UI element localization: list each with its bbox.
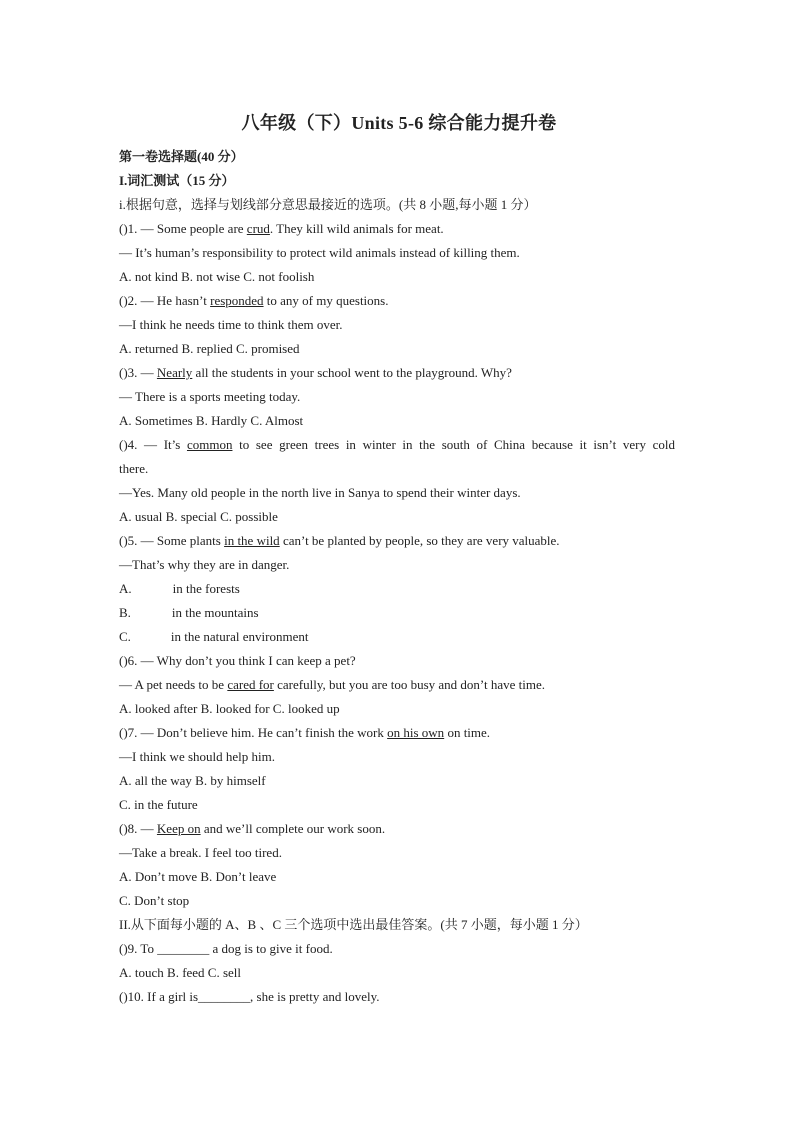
- question-2-options: A. returned B. replied C. promised: [119, 341, 300, 356]
- question-2-reply: —I think he needs time to think them over.: [119, 317, 343, 332]
- underlined-word: responded: [210, 293, 264, 308]
- question-3: ()3. — Nearly all the students in your school went to the playground. Why?: [119, 365, 512, 380]
- question-1: ()1. — Some people are crud. They kill wild animals for meat.: [119, 221, 444, 236]
- underlined-word: Keep on: [156, 821, 201, 836]
- question-6-reply: — A pet needs to be cared for carefully, but you are too busy and don’t have time.: [119, 677, 546, 692]
- question-5-option-b: B. in the mountains: [119, 605, 259, 620]
- underlined-word: Nearly: [156, 365, 193, 380]
- question-7-reply: —I think we should help him.: [119, 749, 275, 764]
- question-7-options-ab: A. all the way B. by himself: [119, 773, 266, 788]
- question-8-option-c: C. Don’t stop: [119, 893, 190, 908]
- question-1-options: A. not kind B. not wise C. not foolish: [119, 269, 315, 284]
- question-6-options: A. looked after B. looked for C. looked up: [119, 701, 340, 716]
- question-4-reply: —Yes. Many old people in the north live in Sanya to spend their winter days.: [119, 485, 521, 500]
- section-heading: 第一卷选择题(40 分）: [119, 149, 244, 164]
- question-3-reply: — There is a sports meeting today.: [119, 389, 301, 404]
- question-8: ()8. — Keep on and we’ll complete our work soon.: [119, 821, 386, 836]
- question-5-option-c: C. in the natural environment: [119, 629, 309, 644]
- question-7-option-c: C. in the future: [119, 797, 198, 812]
- question-10: ()10. If a girl is________, she is pretty and lovely.: [119, 989, 380, 1004]
- part-2-instructions: II.从下面每小题的 A、B 、C 三个选项中选出最佳答案。(共 7 小题，每小题 1 分）: [119, 917, 588, 932]
- question-7: ()7. — Don’t believe him. He can’t finish the work on his own on time.: [119, 725, 491, 740]
- question-1-reply: — It’s human’s responsibility to protect wild animals instead of killing them.: [119, 245, 520, 260]
- question-5: ()5. — Some plants in the wild can’t be planted by people, so they are very valuable.: [119, 533, 560, 548]
- question-5-option-a: A. in the forests: [119, 581, 240, 596]
- part-heading: I.词汇测试（15 分）: [119, 173, 235, 188]
- question-8-reply: —Take a break. I feel too tired.: [119, 845, 282, 860]
- question-9: ()9. To ________ a dog is to give it food.: [119, 941, 333, 956]
- question-8-options-ab: A. Don’t move B. Don’t leave: [119, 869, 277, 884]
- question-2: ()2. — He hasn’t responded to any of my questions.: [119, 293, 389, 308]
- underlined-word: in the wild: [224, 533, 280, 548]
- page-title: 八年级（下）Units 5-6 综合能力提升卷: [241, 113, 557, 133]
- question-3-options: A. Sometimes B. Hardly C. Almost: [119, 413, 304, 428]
- underlined-word: crud: [246, 221, 270, 236]
- underlined-word: common: [186, 437, 233, 452]
- question-4-options: A. usual B. special C. possible: [119, 509, 278, 524]
- question-4-continued: there.: [119, 461, 149, 476]
- part-instructions: i.根据句意，选择与划线部分意思最接近的选项。(共 8 小题,每小题 1 分）: [119, 197, 537, 212]
- underlined-word: cared for: [227, 677, 274, 692]
- underlined-word: on his own: [387, 725, 445, 740]
- question-9-options: A. touch B. feed C. sell: [119, 965, 242, 980]
- question-5-reply: —That’s why they are in danger.: [119, 557, 290, 572]
- question-6: ()6. — Why don’t you think I can keep a pet?: [119, 653, 356, 668]
- question-4: ()4. — It’s common to see green trees in winter in the south of China because it isn’t very cold: [119, 437, 675, 452]
